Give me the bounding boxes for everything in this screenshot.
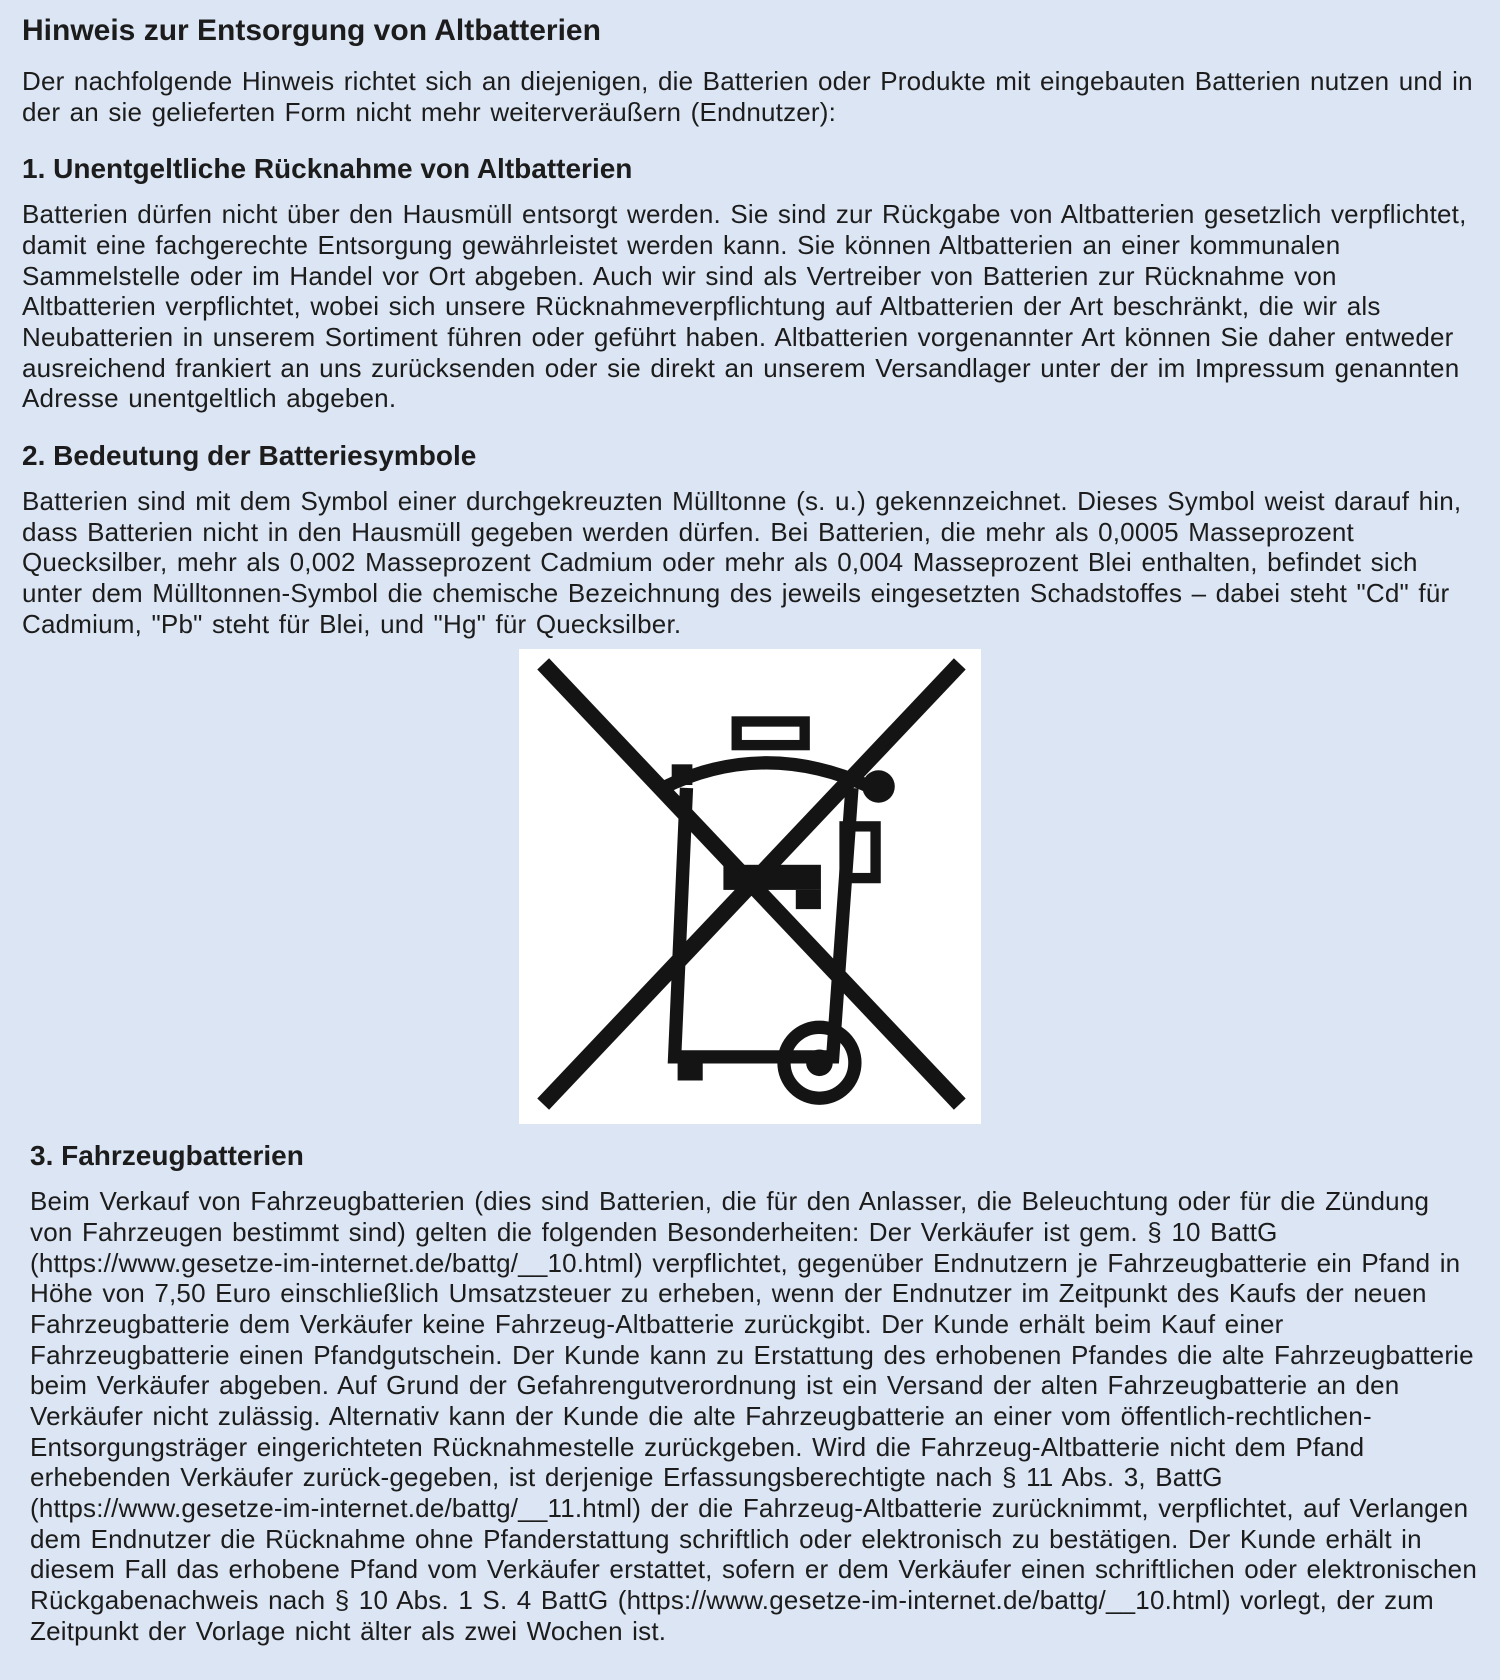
intro-paragraph: Der nachfolgende Hinweis richtet sich an diejenigen, die Batterien oder Produkte mit eingebauten Batterien nutzen und in der an sie gelieferten Form nicht mehr weiterveräußern (Endnutzer): — [22, 66, 1473, 127]
section-3-heading: 3. Fahrzeugbatterien — [30, 1140, 304, 1172]
section-1-body: Batterien dürfen nicht über den Hausmüll entsorgt werden. Sie sind zur Rückgabe von Altbatterien gesetzlich verpflichtet, damit eine fachgerechte Entsorgung gewährleistet werden kann. Sie können Altbatterien an einer kommunalen Sammelstelle oder im Handel vor Ort abgeben. Auch wir sind als Vertreiber von Batterien zur Rücknahme von Altbatterien verpflichtet, wobei sich unsere Rücknahmeverpflichtung auf Altbatterien der Art beschränkt, die wir als Neubatterien in unserem Sortiment führen oder geführt haben. Altbatterien vorgenannter Art können Sie daher entweder ausreichend frankiert an uns zurücksenden oder sie direkt an unserem Versandlager unter der im Impressum genannten Adresse unentgeltlich abgeben. — [22, 199, 1467, 414]
section-1-heading: 1. Unentgeltliche Rücknahme von Altbatterien — [22, 153, 633, 185]
page-title: Hinweis zur Entsorgung von Altbatterien — [22, 14, 601, 47]
section-2-body: Batterien sind mit dem Symbol einer durchgekreuzten Mülltonne (s. u.) gekennzeichnet. Dieses Symbol weist darauf hin, dass Batterien nicht in den Hausmüll gegeben werden dürfen. Bei Batterien, die mehr als 0,0005 Masseprozent Quecksilber, mehr als 0,002 Masseprozent Cadmium oder mehr als 0,004 Masseprozent Blei enthalten, befindet sich unter dem Mülltonnen-Symbol die chemische Bezeichnung des jeweils eingesetzten Schadstoffes – dabei steht "Cd" für Cadmium, "Pb" steht für Blei, und "Hg" für Quecksilber. — [22, 486, 1462, 639]
section-battery-symbols — [22, 440, 1478, 639]
section-vehicle-batteries — [22, 1140, 1478, 1646]
crossed-out-wheelie-bin-icon — [528, 1100, 972, 1117]
section-2-heading: 2. Bedeutung der Batteriesymbole — [22, 440, 477, 472]
section-return-of-batteries — [22, 153, 1478, 414]
symbol-image-box — [519, 649, 981, 1124]
section-3-body: Beim Verkauf von Fahrzeugbatterien (dies sind Batterien, die für den Anlasser, die Beleuchtung oder für die Zündung von Fahrzeugen bestimmt sind) gelten die folgenden Besonderheiten: Der Verkäufer ist gem. § 10 BattG (https://www.gesetze-im-internet.de/battg/__10.html) verpflichtet, gegenüber Endnutzern je Fahrzeugbatterie ein Pfand in Höhe von 7,50 Euro einschließlich Umsatzsteuer zu erheben, wenn der Endnutzer im Zeitpunkt des Kaufs der neuen Fahrzeugbatterie dem Verkäufer keine Fahrzeug-Altbatterie zurückgibt. Der Kunde erhält beim Kauf einer Fahrzeugbatterie einen Pfandgutschein. Der Kunde kann zu Erstattung des erhobenen Pfandes die alte Fahrzeugbatterie beim Verkäufer abgeben. Auf Grund der Gefahrengutverordnung ist ein Versand der alten Fahrzeugbatterie an den Verkäufer nicht zulässig. Alternativ kann der Kunde die alte Fahrzeugbatterie an einer vom öffentlich-rechtlichen-Entsorgungsträger eingerichteten Rücknahmestelle zurückgeben. Wird die Fahrzeug-Altbatterie nicht dem Pfand erhebenden Verkäufer zurück-gegeben, ist derjenige Erfassungsberechtigte nach § 11 Abs. 3, BattG (https://www.gesetze-im-internet.de/battg/__11.html) der die Fahrzeug-Altbatterie zurücknimmt, verpflichtet, auf Verlangen dem Endnutzer die Rücknahme ohne Pfanderstattung schriftlich oder elektronisch zu bestätigen. Der Kunde erhält in diesem Fall das erhobene Pfand vom Verkäufer erstattet, sofern er dem Verkäufer einen schriftlichen oder elektronischen Rückgabenachweis nach § 10 Abs. 1 S. 4 BattG (https://www.gesetze-im-internet.de/battg/__10.html) vorlegt, der zum Zeitpunkt der Vorlage nicht älter als zwei Wochen ist. — [30, 1186, 1477, 1646]
